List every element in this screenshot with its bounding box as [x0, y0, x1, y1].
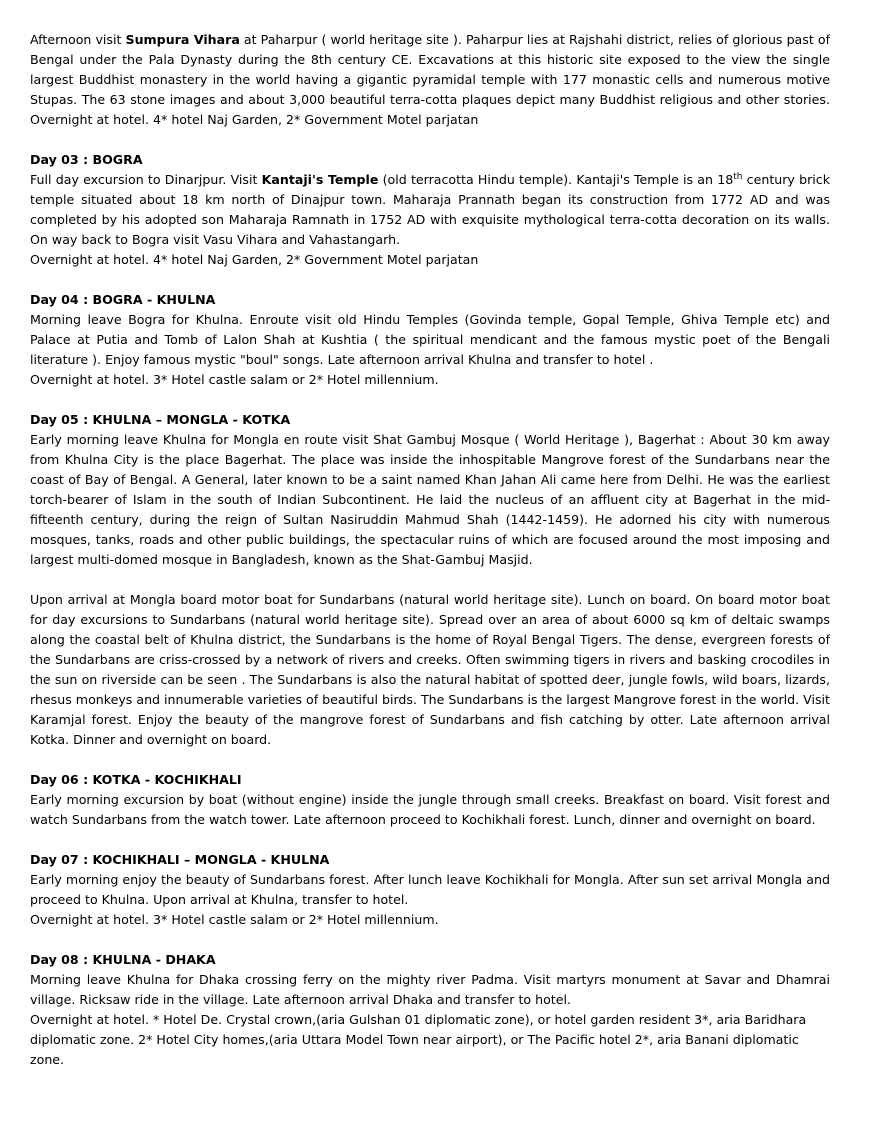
day03-superscript: th — [733, 171, 743, 182]
day07-overnight: Overnight at hotel. 3* Hotel castle salam or 2* Hotel millennium. — [30, 912, 439, 927]
day04-title: Day 04 : BOGRA - KHULNA — [30, 292, 216, 307]
day03-paragraph — [30, 170, 830, 250]
day04-overnight: Overnight at hotel. 3* Hotel castle salam or 2* Hotel millennium. — [30, 372, 439, 387]
intro-text-a: Afternoon visit — [30, 32, 126, 47]
day06-title: Day 06 : KOTKA - KOCHIKHALI — [30, 772, 242, 787]
day05-paragraph-1: Early morning leave Khulna for Mongla en route visit Shat Gambuj Mosque ( World Heritage ), Bagerhat : About 30 km away from Khulna City is the place Bagerhat. The place was inside the inhospitable Mangrove forest of the Sundarbans near the coast of Bay of Bengal. A General, later known to be a saint named Khan Jahan Ali came here from Delhi. He was the earliest torch-bearer of Islam in the south of Indian Subcontinent. He laid the nucleus of an affluent city at Bagerhat in the mid-fifteenth century, during the reign of Sultan Nasiruddin Mahmud Shah (1442-1459). He adorned his city with numerous mosques, tanks, roads and other public buildings, the spectacular ruins of which are focused around the most imposing and largest multi-domed mosque in Bangladesh, known as the Shat-Gambuj Masjid. — [30, 432, 830, 567]
day07-title: Day 07 : KOCHIKHALI – MONGLA - KHULNA — [30, 852, 330, 867]
day03-highlight: Kantaji's Temple — [261, 172, 379, 187]
day08-paragraph: Morning leave Khulna for Dhaka crossing ferry on the mighty river Padma. Visit martyrs monument at Savar and Dhamrai village. Ricksaw ride in the village. Late afternoon arrival Dhaka and transfer to hotel. — [30, 972, 830, 1007]
day05-paragraph-2: Upon arrival at Mongla board motor boat for Sundarbans (natural world heritage site). Lunch on board. On board motor boat for day excursions to Sundarbans (natural world heritage site). Spread over an area of about 6000 sq km of deltaic swamps along the coastal belt of Khulna district, the Sundarbans is the home of Royal Bengal Tigers. The dense, evergreen forests of the Sundarbans are criss-crossed by a network of rivers and creeks. Often swimming tigers in rivers and basking crocodiles in the sun on riverside can be seen . The Sundarbans is also the natural habitat of spotted deer, jungle fowls, wild boars, lizards, rhesus monkeys and innumerable varieties of beautiful birds. The Sundarbans is the largest Mangrove forest in the world. Visit Karamjal forest. Enjoy the beauty of the mangrove forest of Sundarbans and fish catching by otter. Late afternoon arrival Kotka. Dinner and overnight on board. — [30, 592, 830, 747]
intro-paragraph — [30, 30, 830, 130]
day08-title: Day 08 : KHULNA - DHAKA — [30, 952, 216, 967]
day08-overnight: Overnight at hotel. * Hotel De. Crystal crown,(aria Gulshan 01 diplomatic zone), or hotel garden resident 3*, aria Baridhara diplomatic zone. 2* Hotel City homes,(aria Uttara Model Town near airport), or The Pacific hotel 2*, aria Banani diplomatic zone. — [30, 1012, 807, 1067]
day03-title: Day 03 : BOGRA — [30, 152, 143, 167]
intro-text-b: at Paharpur ( world heritage site ). Paharpur lies at Rajshahi district, relies of glorious past of Bengal under the Pala Dynasty during the 8th century CE. Excavations at this historic site exposed to the view the single largest Buddhist monastery in the world having a gigantic pyramidal temple with 177 monastic cells and numerous motive Stupas. The 63 stone images and about 3,000 beautiful terra-cotta plaques depict many Buddhist religious and other stories. Overnight at hotel. 4* hotel Naj Garden, 2* Government Motel parjatan — [30, 32, 830, 127]
day03-text-a: Full day excursion to Dinarjpur. Visit — [30, 172, 262, 187]
day04-paragraph: Morning leave Bogra for Khulna. Enroute visit old Hindu Temples (Govinda temple, Gopal Temple, Ghiva Temple etc) and Palace at Putia and Tomb of Lalon Shah at Kushtia ( the spiritual mendicant and the famous mystic poet of the Bengali literature ). Enjoy famous mystic "boul" songs. Late afternoon arrival Khulna and transfer to hotel . — [30, 312, 830, 367]
day03-text-b: (old terracotta Hindu temple). Kantaji's Temple is an 18 — [378, 172, 734, 187]
day07-paragraph: Early morning enjoy the beauty of Sundarbans forest. After lunch leave Kochikhali for Mongla. After sun set arrival Mongla and proceed to Khulna. Upon arrival at Khulna, transfer to hotel. — [30, 872, 830, 907]
intro-highlight: Sumpura Vihara — [125, 32, 240, 47]
day03-text-c: century brick temple situated about 18 km north of Dinajpur town. Maharaja Prannath began its construction from 1772 AD and was completed by his adopted son Maharaja Ramnath in 1752 AD with exquisite mythological terra-cotta decoration on its walls. On way back to Bogra visit Vasu Vihara and Vahastangarh. — [30, 172, 830, 247]
itinerary-page — [30, 30, 830, 1070]
day03-overnight: Overnight at hotel. 4* hotel Naj Garden, 2* Government Motel parjatan — [30, 252, 479, 267]
day06-paragraph: Early morning excursion by boat (without engine) inside the jungle through small creeks. Breakfast on board. Visit forest and watch Sundarbans from the watch tower. Late afternoon proceed to Kochikhali forest. Lunch, dinner and overnight on board. — [30, 792, 830, 827]
day05-title: Day 05 : KHULNA – MONGLA - KOTKA — [30, 412, 291, 427]
